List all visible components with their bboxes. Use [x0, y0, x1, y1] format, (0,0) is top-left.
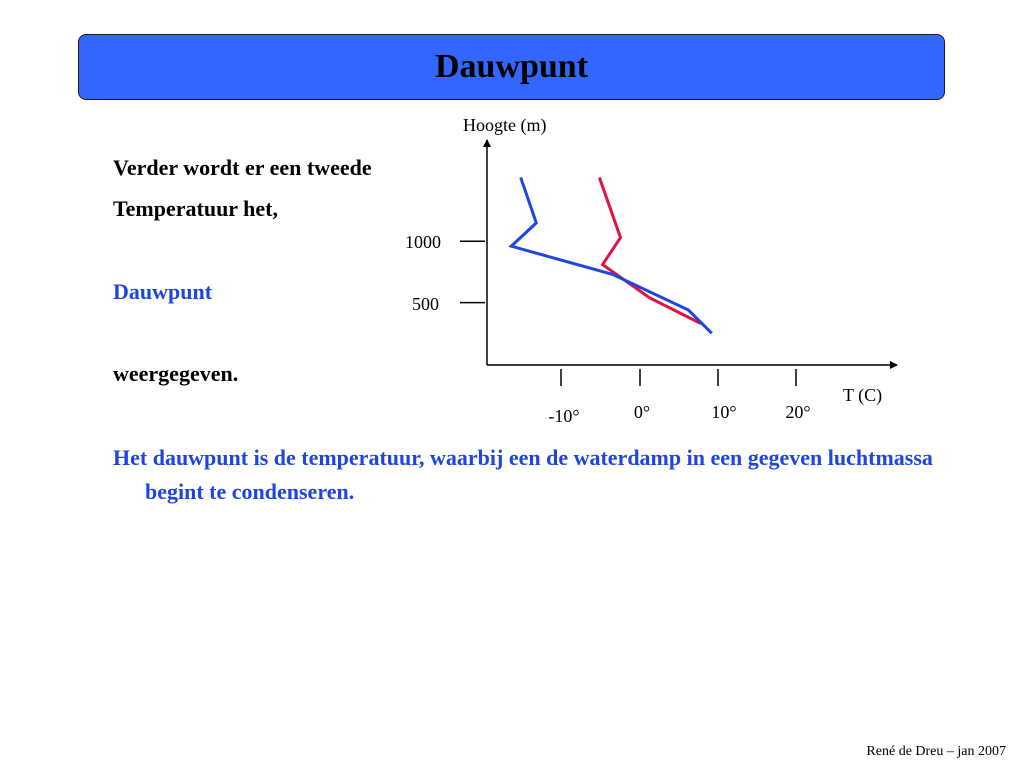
temperature-line: [599, 178, 700, 324]
y-tick-label-1000: 1000: [405, 232, 441, 252]
definition-text: Het dauwpunt is de temperatuur, waarbij een de waterdamp in een gegeven luchtmassa begint te condenseren.: [113, 445, 933, 504]
footer-credit: René de Dreu – jan 2007: [866, 744, 1006, 759]
x-tick-label-20: 20°: [785, 402, 811, 422]
x-tick-label-0: 0°: [633, 402, 651, 422]
slide-title: Dauwpunt: [434, 48, 589, 85]
y-tick-label-500: 500: [412, 294, 439, 314]
text-line-2: Temperatuur het,: [113, 196, 278, 221]
x-axis-label: T (C): [843, 385, 883, 405]
dewpoint-line: [511, 178, 712, 334]
y-axis-label: Hoogte (m): [463, 115, 547, 135]
text-line-3: weergegeven.: [113, 361, 239, 386]
x-tick-label-minus10: -10°: [548, 406, 580, 426]
text-line-dauwpunt: Dauwpunt: [113, 279, 213, 304]
text-line-1: Verder wordt er een tweede: [113, 155, 372, 180]
x-tick-label-10: 10°: [711, 402, 737, 422]
